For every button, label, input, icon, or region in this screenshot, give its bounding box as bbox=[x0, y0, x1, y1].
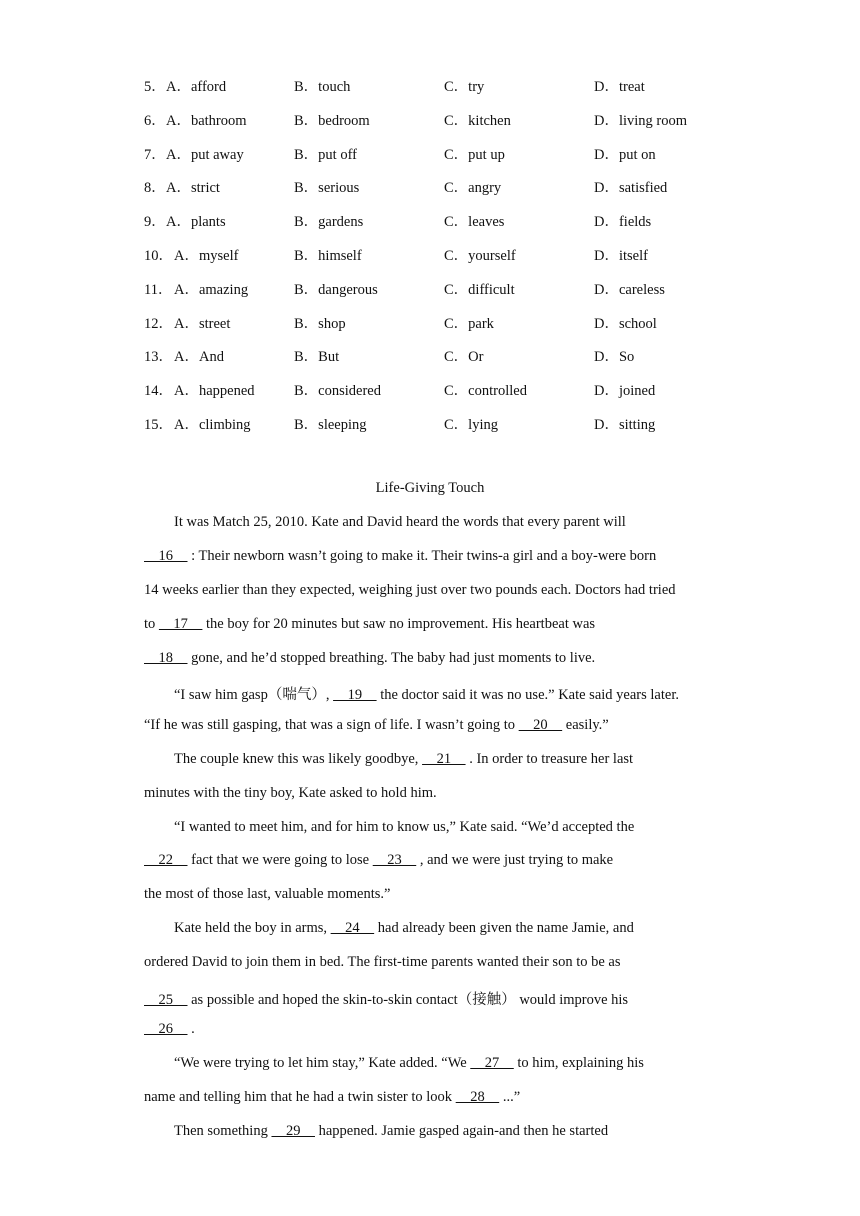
passage-line bbox=[144, 988, 628, 1009]
blank-16: 16 bbox=[144, 548, 188, 564]
passage-line bbox=[144, 717, 609, 734]
passage-text: the doctor said it was no use.” Kate said years later. bbox=[376, 687, 679, 703]
question-options-row bbox=[0, 413, 860, 433]
option-a: A．myself bbox=[174, 248, 239, 264]
option-d: D．itself bbox=[594, 248, 648, 264]
option-d: D．sitting bbox=[594, 417, 656, 433]
passage-line bbox=[144, 650, 595, 667]
blank-18: 18 bbox=[144, 650, 188, 666]
passage-text: to him, explaining his bbox=[513, 1055, 644, 1071]
option-d: D．put on bbox=[594, 147, 656, 163]
blank-26: 26 bbox=[144, 1021, 188, 1037]
option-d: D．school bbox=[594, 316, 657, 332]
option-d: D．living room bbox=[594, 113, 688, 129]
passage-text: . In order to treasure her last bbox=[465, 751, 634, 767]
passage-text: as possible and hoped the skin-to-skin contact（接触） would improve his bbox=[187, 992, 629, 1008]
passage-text: the boy for 20 minutes but saw no improvement. His heartbeat was bbox=[202, 616, 596, 632]
blank-20: 20 bbox=[518, 717, 563, 733]
option-c: C．try bbox=[444, 79, 485, 95]
passage-text: happened. Jamie gasped again-and then he started bbox=[314, 1123, 609, 1139]
option-b: B．dangerous bbox=[294, 282, 378, 298]
option-b: B．gardens bbox=[294, 214, 364, 230]
passage-line bbox=[144, 582, 676, 599]
passage-line bbox=[174, 514, 626, 531]
question-options-row bbox=[0, 345, 860, 365]
passage-text: “I wanted to meet him, and for him to know us,” Kate said. “We’d accepted the bbox=[174, 819, 635, 835]
passage-line bbox=[144, 852, 613, 869]
passage-text: , and we were just trying to make bbox=[416, 852, 614, 868]
passage-line bbox=[144, 1089, 520, 1106]
passage-line bbox=[174, 1055, 644, 1072]
passage-line bbox=[174, 920, 634, 937]
question-number: 11． bbox=[144, 282, 173, 298]
blank-29: 29 bbox=[271, 1123, 315, 1139]
option-a: A．bathroom bbox=[166, 113, 247, 129]
passage-text: The couple knew this was likely goodbye, bbox=[174, 751, 423, 767]
passage-text: Then something bbox=[174, 1123, 272, 1139]
question-number: 13． bbox=[144, 349, 173, 365]
passage-line bbox=[174, 751, 633, 768]
passage-text: the most of those last, valuable moments.” bbox=[144, 886, 391, 902]
option-a: A．climbing bbox=[174, 417, 251, 433]
question-number: 12． bbox=[144, 316, 173, 332]
option-a: A．plants bbox=[166, 214, 226, 230]
option-c: C．yourself bbox=[444, 248, 516, 264]
option-c: C．Or bbox=[444, 349, 484, 365]
question-options-row bbox=[0, 312, 860, 332]
option-c: C．park bbox=[444, 316, 494, 332]
passage-text: “If he was still gasping, that was a sign of life. I wasn’t going to bbox=[144, 717, 519, 733]
passage-line bbox=[144, 785, 437, 802]
passage-text: gone, and he’d stopped breathing. The baby had just moments to live. bbox=[187, 650, 596, 666]
passage-line bbox=[144, 954, 621, 971]
question-number: 6． bbox=[144, 113, 166, 129]
passage-line bbox=[144, 548, 656, 565]
option-b: B．considered bbox=[294, 383, 381, 399]
question-options-row bbox=[0, 278, 860, 298]
option-a: A．street bbox=[174, 316, 231, 332]
blank-24: 24 bbox=[330, 920, 375, 936]
passage-line bbox=[144, 886, 390, 903]
question-number: 9． bbox=[144, 214, 166, 230]
question-options-row bbox=[0, 143, 860, 163]
passage-text: “I saw him gasp（喘气）, bbox=[174, 687, 334, 703]
option-c: C．controlled bbox=[444, 383, 527, 399]
option-b: B．serious bbox=[294, 180, 360, 196]
option-c: C．lying bbox=[444, 417, 498, 433]
option-c: C．leaves bbox=[444, 214, 505, 230]
passage-text: ...” bbox=[499, 1089, 521, 1105]
option-b: B．himself bbox=[294, 248, 362, 264]
option-c: C．kitchen bbox=[444, 113, 511, 129]
option-a: A．strict bbox=[166, 180, 220, 196]
question-number: 15． bbox=[144, 417, 173, 433]
passage-text: . bbox=[187, 1021, 195, 1037]
blank-28: 28 bbox=[455, 1089, 500, 1105]
passage-line bbox=[174, 1123, 608, 1140]
blank-23: 23 bbox=[372, 852, 417, 868]
question-number: 10． bbox=[144, 248, 173, 264]
passage-line bbox=[144, 616, 595, 633]
question-options-row bbox=[0, 109, 860, 129]
option-c: C．difficult bbox=[444, 282, 515, 298]
blank-17: 17 bbox=[158, 616, 203, 632]
passage-text: Kate held the boy in arms, bbox=[174, 920, 331, 936]
passage-text: : Their newborn wasn’t going to make it. Their twins-a girl and a boy-were born bbox=[187, 548, 657, 564]
question-options-row bbox=[0, 379, 860, 399]
blank-21: 21 bbox=[422, 751, 466, 767]
question-number: 8． bbox=[144, 180, 166, 196]
passage-text: It was Match 25, 2010. Kate and David heard the words that every parent will bbox=[174, 514, 626, 530]
question-options-row bbox=[0, 244, 860, 264]
option-d: D．joined bbox=[594, 383, 656, 399]
passage-title: Life-Giving Touch bbox=[375, 480, 485, 496]
question-options-row bbox=[0, 210, 860, 230]
question-number: 7． bbox=[144, 147, 166, 163]
option-a: A．afford bbox=[166, 79, 227, 95]
option-c: C．put up bbox=[444, 147, 505, 163]
option-b: B．But bbox=[294, 349, 340, 365]
option-c: C．angry bbox=[444, 180, 502, 196]
option-d: D．fields bbox=[594, 214, 652, 230]
option-d: D．So bbox=[594, 349, 635, 365]
blank-27: 27 bbox=[470, 1055, 514, 1071]
question-options-row bbox=[0, 176, 860, 196]
passage-line bbox=[174, 819, 634, 836]
option-b: B．bedroom bbox=[294, 113, 370, 129]
option-b: B．sleeping bbox=[294, 417, 367, 433]
passage-text: 14 weeks earlier than they expected, weighing just over two pounds each. Doctors had tried bbox=[144, 582, 676, 598]
option-b: B．shop bbox=[294, 316, 346, 332]
passage-text: minutes with the tiny boy, Kate asked to hold him. bbox=[144, 785, 437, 801]
passage-text: ordered David to join them in bed. The first-time parents wanted their son to be as bbox=[144, 954, 621, 970]
option-a: A．happened bbox=[174, 383, 255, 399]
blank-25: 25 bbox=[144, 992, 188, 1008]
option-b: B．touch bbox=[294, 79, 351, 95]
question-options-row bbox=[0, 75, 860, 95]
question-number: 5． bbox=[144, 79, 166, 95]
option-a: A．And bbox=[174, 349, 224, 365]
passage-text: had already been given the name Jamie, and bbox=[374, 920, 634, 936]
passage-line bbox=[174, 683, 679, 704]
option-a: A．amazing bbox=[174, 282, 249, 298]
passage-text: “We were trying to let him stay,” Kate added. “We bbox=[174, 1055, 471, 1071]
question-number: 14． bbox=[144, 383, 173, 399]
option-b: B．put off bbox=[294, 147, 357, 163]
passage-line bbox=[144, 1021, 195, 1038]
passage-text: to bbox=[144, 616, 159, 632]
option-d: D．satisfied bbox=[594, 180, 668, 196]
blank-19: 19 bbox=[333, 687, 377, 703]
passage-text: easily.” bbox=[562, 717, 609, 733]
option-d: D．treat bbox=[594, 79, 645, 95]
option-a: A．put away bbox=[166, 147, 244, 163]
passage-text: fact that we were going to lose bbox=[187, 852, 373, 868]
blank-22: 22 bbox=[144, 852, 188, 868]
option-d: D．careless bbox=[594, 282, 665, 298]
passage-text: name and telling him that he had a twin sister to look bbox=[144, 1089, 456, 1105]
